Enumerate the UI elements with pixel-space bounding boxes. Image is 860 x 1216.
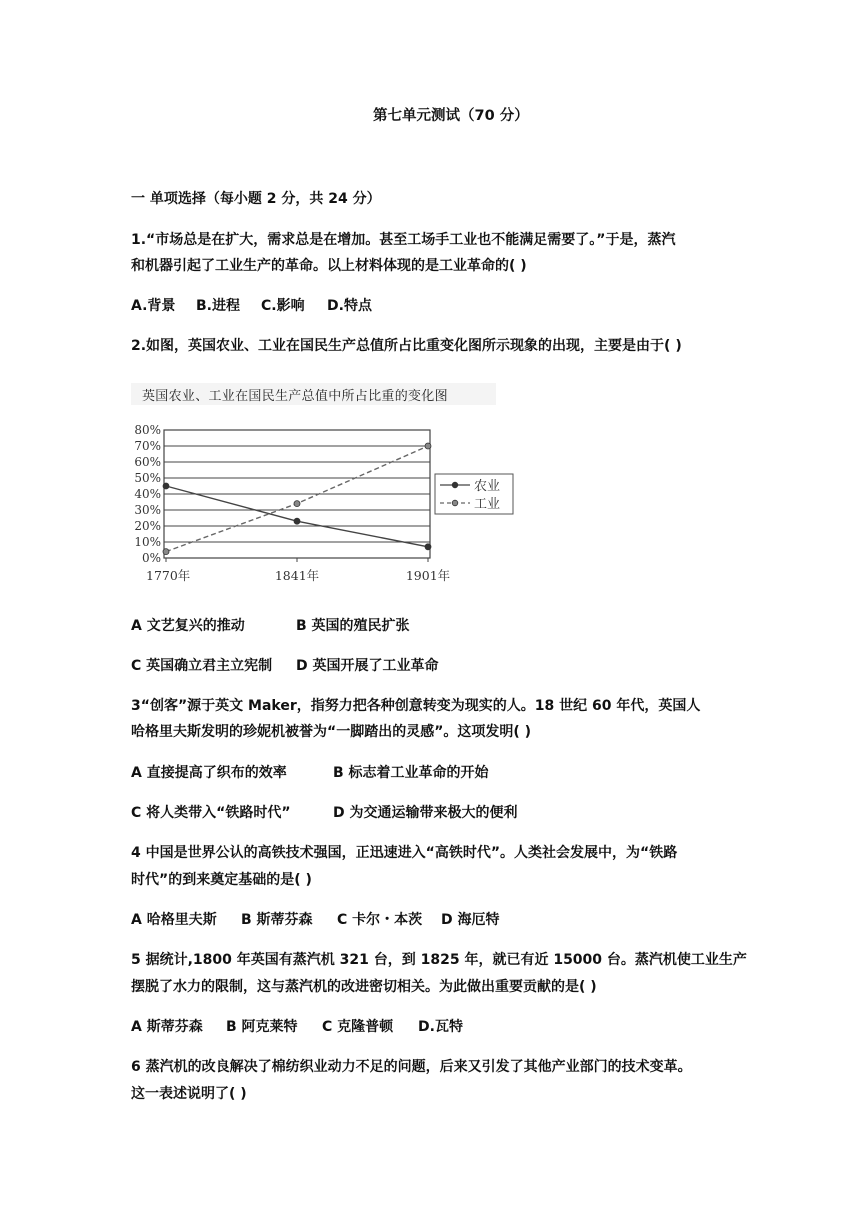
- q4-option-c: C 卡尔・本茨: [337, 912, 423, 928]
- chart-legend: [435, 474, 513, 514]
- q5-stem-line1: 5 据统计,1800 年英国有蒸汽机 321 台，到 1825 年，就已有近 15000 台。蒸汽机使工业生产: [131, 952, 747, 968]
- q2-option-a: A 文艺复兴的推动: [131, 618, 245, 634]
- q1-stem-line2: 和机器引起了工业生产的革命。以上材料体现的是工业革命的( ): [131, 258, 527, 274]
- q5-option-c: C 克隆普顿: [322, 1019, 394, 1035]
- q1-option-d: D.特点: [327, 298, 372, 314]
- y-tick-label: 40%: [134, 487, 161, 501]
- q6-stem-line1: 6 蒸汽机的改良解决了棉纺织业动力不足的问题，后来又引发了其他产业部门的技术变革。: [131, 1059, 692, 1075]
- q5-option-d: D.瓦特: [418, 1019, 463, 1035]
- q3-option-a: A 直接提高了织布的效率: [131, 765, 287, 781]
- legend-label: 农业: [474, 479, 501, 494]
- q3-option-c: C 将人类带入“铁路时代”: [131, 805, 291, 821]
- section-heading: 一 单项选择（每小题 2 分，共 24 分）: [131, 191, 381, 207]
- chart-series: [163, 443, 431, 555]
- q1-option-b: B.进程: [196, 298, 240, 314]
- y-tick-label: 0%: [141, 551, 161, 565]
- q1-stem-line1: 1.“市场总是在扩大，需求总是在增加。甚至工场手工业也不能满足需要了。”于是，蒸汽: [131, 232, 676, 248]
- q2-option-d: D 英国开展了工业革命: [296, 658, 439, 674]
- x-axis-ticks: [146, 558, 450, 583]
- data-point: [425, 544, 431, 550]
- q3-stem-line2: 哈格里夫斯发明的珍妮机被誉为“一脚踏出的灵感”。这项发明( ): [131, 724, 532, 740]
- data-point: [425, 443, 431, 449]
- legend-label: 工业: [474, 497, 501, 512]
- y-axis-ticks: [134, 423, 161, 565]
- data-point: [163, 549, 169, 555]
- q4-stem-line1: 4 中国是世界公认的高铁技术强国，正迅速进入“高铁时代”。人类社会发展中，为“铁路: [131, 845, 678, 861]
- q5-stem-line2: 摆脱了水力的限制，这与蒸汽机的改进密切相关。为此做出重要贡献的是( ): [131, 979, 597, 995]
- legend-marker: [452, 482, 458, 488]
- y-tick-label: 20%: [134, 519, 161, 533]
- q3-stem-line1: 3“创客”源于英文 Maker，指努力把各种创意转变为现实的人。18 世纪 60 年代，英国人: [131, 698, 701, 714]
- q5-option-b: B 阿克莱特: [226, 1019, 298, 1035]
- q2-option-b: B 英国的殖民扩张: [296, 618, 410, 634]
- data-point: [294, 518, 300, 524]
- x-tick-label: 1901年: [405, 568, 451, 583]
- q4-option-d: D 海厄特: [441, 912, 500, 928]
- q4-option-b: B 斯蒂芬森: [241, 912, 313, 928]
- chart-title: 英国农业、工业在国民生产总值中所占比重的变化图: [142, 389, 448, 404]
- x-tick-label: 1770年: [146, 568, 191, 583]
- q1-option-a: A.背景: [131, 298, 176, 314]
- y-tick-label: 80%: [134, 423, 161, 437]
- q2-option-c: C 英国确立君主立宪制: [131, 658, 273, 674]
- q5-option-a: A 斯蒂芬森: [131, 1019, 203, 1035]
- y-tick-label: 50%: [134, 471, 161, 485]
- y-tick-label: 10%: [134, 535, 161, 549]
- q3-option-d: D 为交通运输带来极大的便利: [333, 805, 518, 821]
- page-title: 第七单元测试（70 分）: [373, 108, 529, 124]
- q4-option-a: A 哈格里夫斯: [131, 912, 217, 928]
- legend-marker: [452, 500, 458, 506]
- q6-stem-line2: 这一表述说明了( ): [131, 1086, 247, 1102]
- line-chart: [120, 418, 520, 590]
- q4-stem-line2: 时代”的到来奠定基础的是( ): [131, 872, 312, 888]
- q2-stem-line1: 2.如图，英国农业、工业在国民生产总值所占比重变化图所示现象的出现，主要是由于( ): [131, 338, 682, 354]
- q1-option-c: C.影响: [261, 298, 305, 314]
- y-tick-label: 30%: [134, 503, 161, 517]
- y-tick-label: 70%: [134, 439, 161, 453]
- x-tick-label: 1841年: [274, 568, 320, 583]
- q3-option-b: B 标志着工业革命的开始: [333, 765, 489, 781]
- data-point: [294, 501, 300, 507]
- y-tick-label: 60%: [134, 455, 161, 469]
- data-point: [163, 483, 169, 489]
